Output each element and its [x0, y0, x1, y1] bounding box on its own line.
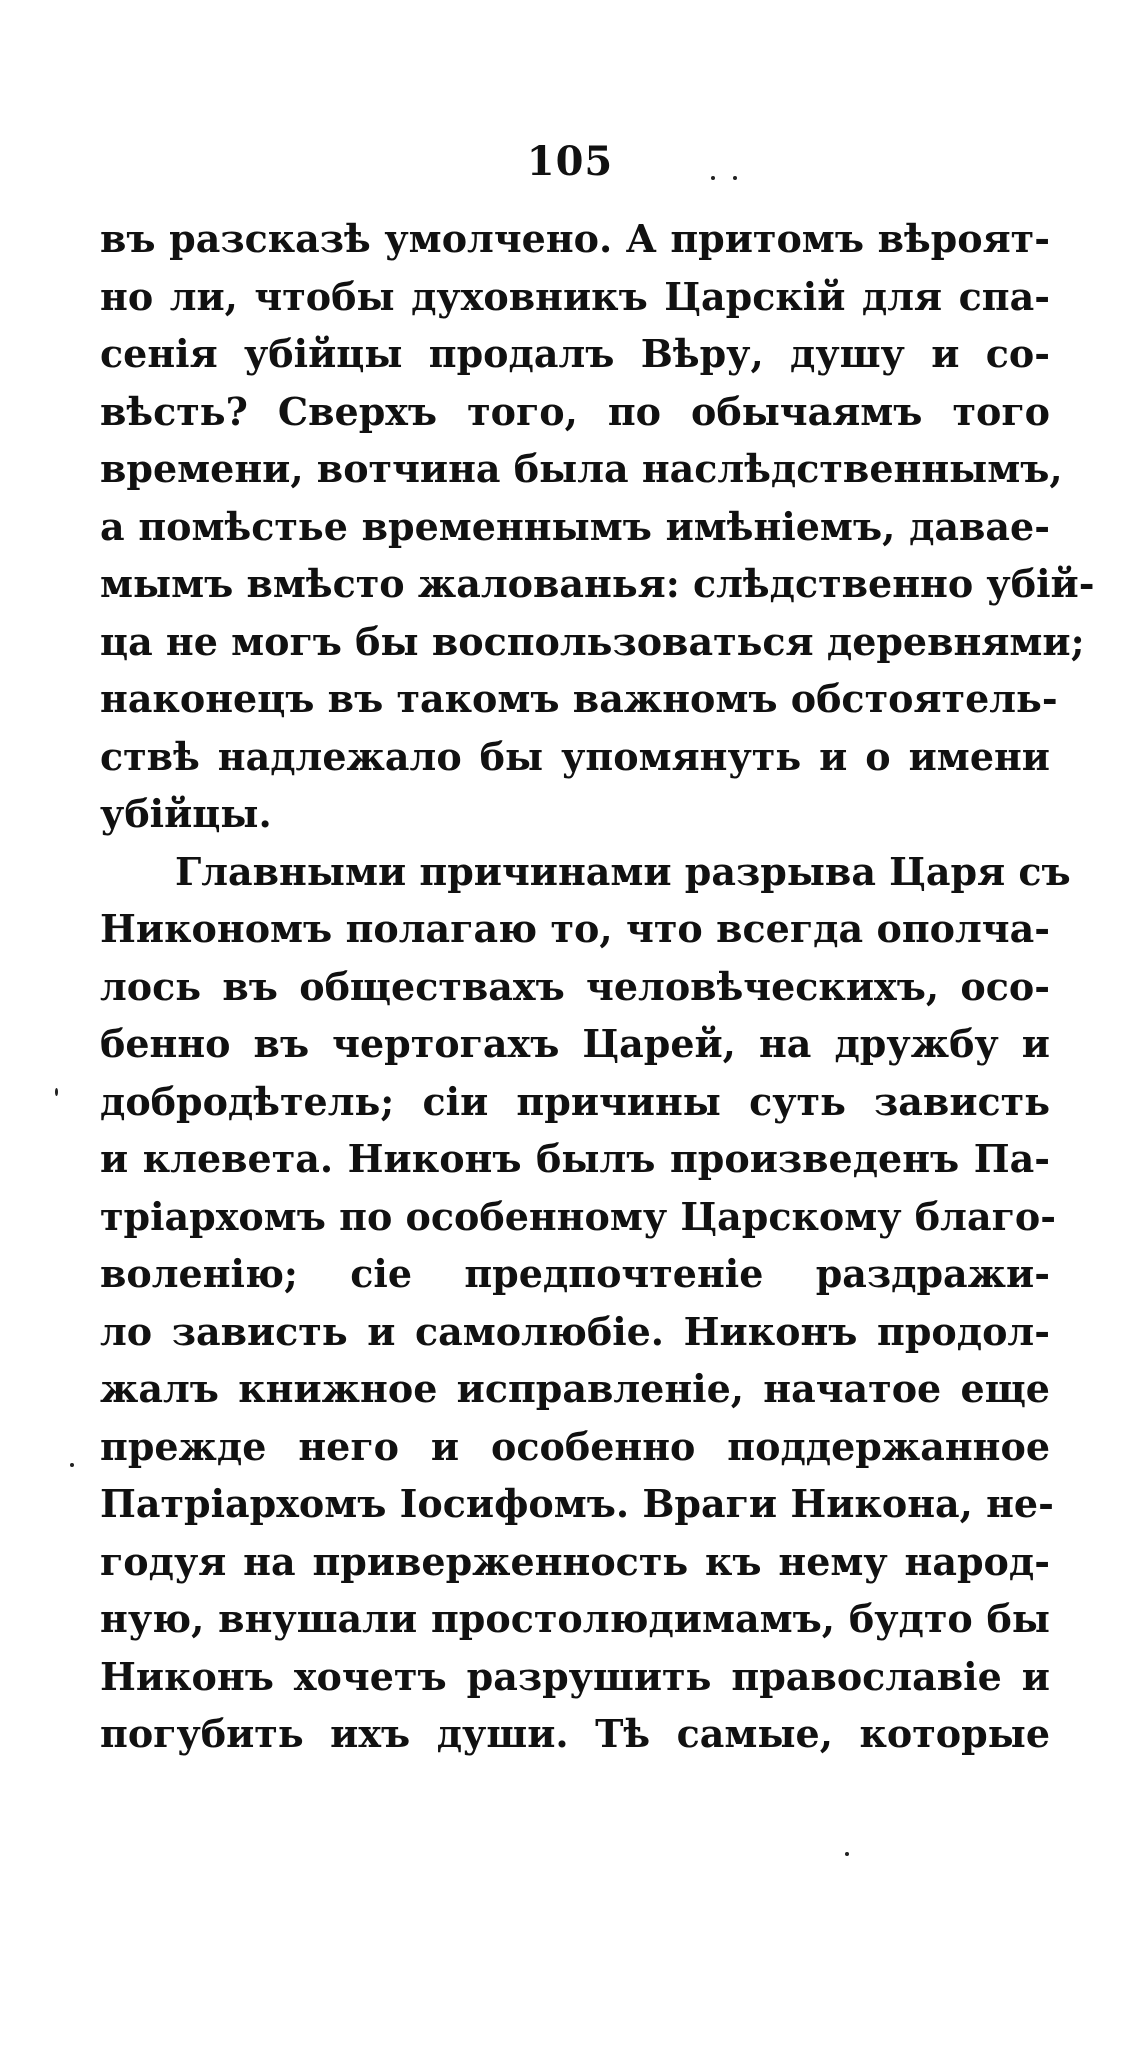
text-line: ную, внушали простолюдимамъ, будто бы: [100, 1596, 1050, 1641]
text-line: добродѣтель; сіи причины суть зависть: [100, 1078, 1050, 1124]
text-line: вѣсть? Сверхъ того, по обычаямъ того: [100, 388, 1050, 434]
text-line: бенно въ чертогахъ Царей, на дружбу и: [100, 1021, 1050, 1066]
text-line: Никонъ хочетъ разрушить православіе и: [100, 1653, 1050, 1699]
text-line: и клевета. Никонъ былъ произведенъ Па-: [100, 1136, 1050, 1181]
page-number: 105: [526, 138, 614, 185]
print-speck: [70, 1463, 74, 1467]
text-line: жалъ книжное исправленіе, начатое еще: [100, 1366, 1050, 1411]
text-line: погубить ихъ души. Тѣ самые, которые: [100, 1711, 1050, 1756]
text-line: въ разсказѣ умолчено. А притомъ вѣроят-: [100, 216, 1050, 261]
body-text: [100, 210, 1095, 1763]
text-line: а помѣстье временнымъ имѣніемъ, давае-: [100, 503, 1050, 549]
text-line: сенія убійцы продалъ Вѣру, душу и со-: [100, 331, 1050, 376]
print-speck: [55, 1088, 58, 1096]
text-line: ца не могъ бы воспользоваться деревнями;: [100, 618, 1085, 664]
text-line: годуя на приверженность къ нему народ-: [100, 1538, 1050, 1584]
text-line: воленію; сіе предпочтеніе раздражи-: [100, 1251, 1050, 1296]
print-speck: [733, 176, 737, 180]
text-line: мымъ вмѣсто жалованья: слѣдственно убій-: [100, 561, 1095, 606]
text-line: прежде него и особенно поддержанное: [100, 1423, 1050, 1469]
text-line: ло зависть и самолюбіе. Никонъ продол-: [100, 1308, 1050, 1354]
print-speck: [845, 1852, 849, 1856]
text-line: наконецъ въ такомъ важномъ обстоятель-: [100, 676, 1058, 721]
text-line: тріархомъ по особенному Царскому благо-: [100, 1193, 1056, 1239]
text-line: но ли, чтобы духовникъ Царскій для спа-: [100, 273, 1050, 319]
text-line: убійцы.: [100, 791, 272, 836]
text-line: ствѣ надлежало бы упомянуть и о имени: [100, 733, 1050, 779]
print-speck: [711, 176, 715, 180]
text-line: Главными причинами разрыва Царя съ: [175, 848, 1071, 894]
text-line: Никономъ полагаю то, что всегда ополча-: [100, 906, 1050, 951]
text-line: Патріархомъ Іосифомъ. Враги Никона, не-: [100, 1481, 1054, 1526]
text-line: лось въ обществахъ человѣческихъ, осо-: [100, 963, 1050, 1009]
text-line: времени, вотчина была наслѣдственнымъ,: [100, 446, 1063, 491]
